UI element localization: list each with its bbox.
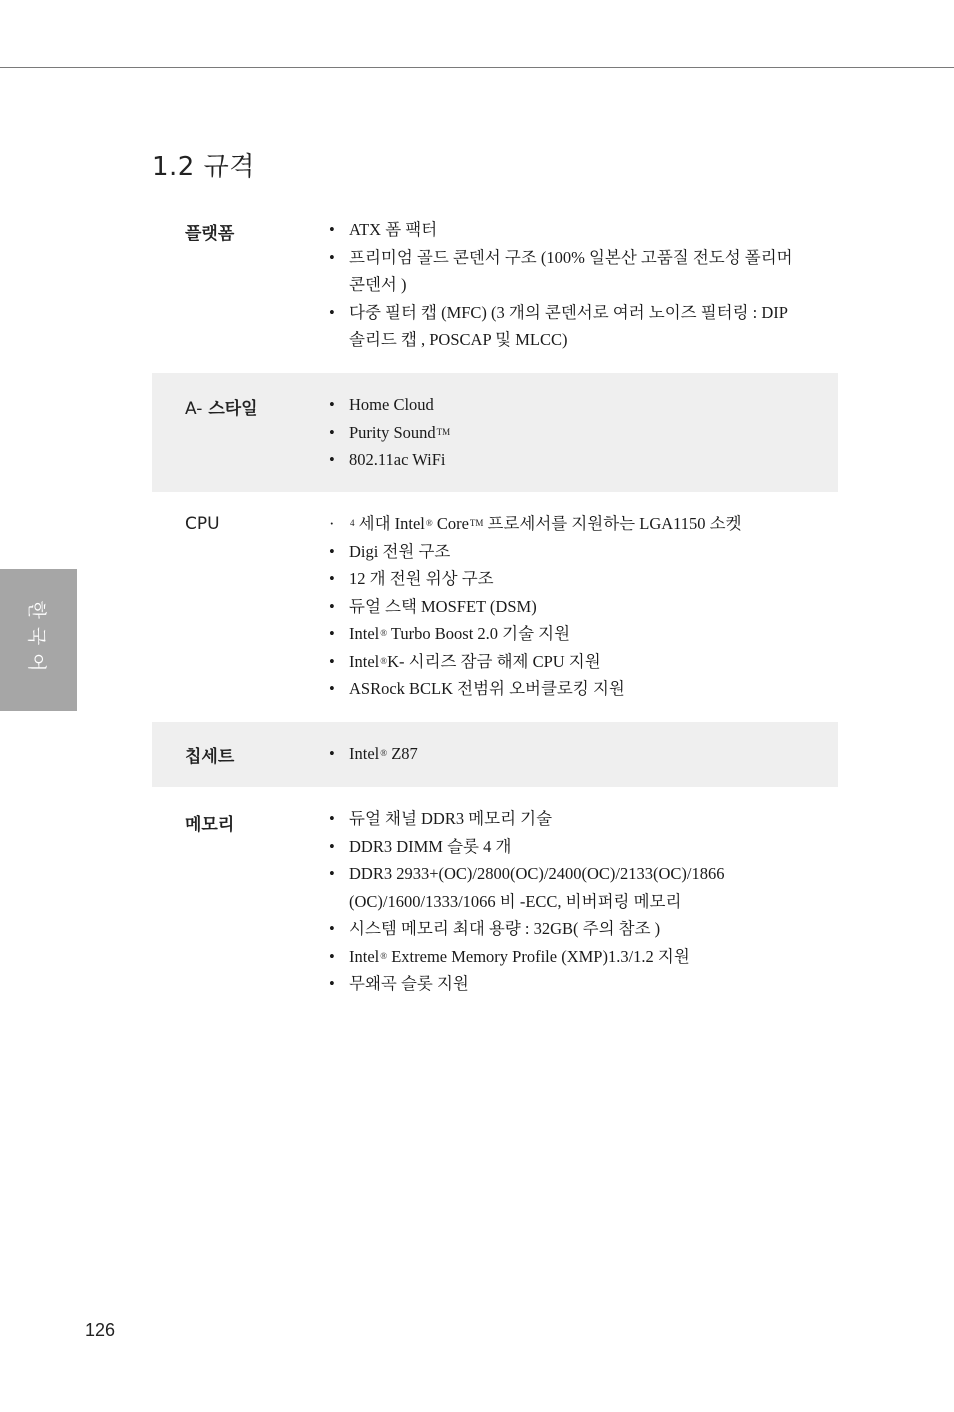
spec-row-cpu xyxy=(152,496,838,718)
spec-list-cpu xyxy=(329,510,809,703)
list-item: • Intel® Extreme Memory Profile (XMP)1.3/1.2 지원 xyxy=(329,946,690,966)
list-item: • Home Cloud xyxy=(329,395,434,414)
row-label-memory: 메모리 xyxy=(185,815,235,835)
list-item: • ATX 폼 팩터 xyxy=(329,220,438,239)
row-label-astyle: A- 스타일 xyxy=(185,399,258,419)
list-item: • 12 개 전원 위상 구조 xyxy=(329,569,494,588)
spec-row-astyle xyxy=(152,373,838,492)
list-item: • Intel® Turbo Boost 2.0 기술 지원 xyxy=(329,624,571,643)
spec-row-memory xyxy=(152,791,838,1006)
spec-list-memory xyxy=(329,805,769,998)
language-side-tab xyxy=(0,569,77,711)
spec-row-chipset xyxy=(152,722,838,787)
header-rule xyxy=(0,67,954,68)
list-item: • 802.11ac WiFi xyxy=(329,450,446,469)
list-item: • 듀얼 채널 DDR3 메모리 기술 xyxy=(329,809,553,828)
row-label-cpu: CPU xyxy=(185,514,220,534)
list-item: • DDR3 DIMM 슬롯 4 개 xyxy=(329,836,512,856)
side-tab-label: 한국어 xyxy=(25,600,48,680)
list-item: • 무왜곡 슬롯 지원 xyxy=(329,974,469,993)
list-item: • DDR3 2933+(OC)/2800(OC)/2400(OC)/2133(OC)/1866 (OC)/1600/1333/1066 비 -ECC, 비버퍼링 메모리 xyxy=(329,864,725,911)
list-item: • 다중 필터 캡 (MFC) (3 개의 콘덴서로 여러 노이즈 필터링 : DIP 솔리드 캡 , POSCAP 및 MLCC) xyxy=(329,302,788,349)
list-item: • Intel® Z87 xyxy=(329,744,418,763)
page-number: 126 xyxy=(85,1320,116,1340)
list-item: • Intel®K- 시리즈 잠금 해제 CPU 지원 xyxy=(329,651,601,671)
list-item: • 듀얼 스택 MOSFET (DSM) xyxy=(329,596,537,616)
section-title: 1.2 규격 xyxy=(152,152,255,182)
spec-list-astyle xyxy=(329,391,809,474)
spec-list-platform xyxy=(329,216,799,354)
list-item: · $^4$ 세대 Intel® Core™ 프로세서를 지원하는 LGA1150 소켓 xyxy=(329,514,742,533)
row-label-chipset: 칩세트 xyxy=(185,747,235,767)
list-item: • 시스템 메모리 최대 용량 : 32GB( 주의 참조 ) xyxy=(329,919,661,938)
list-item: • 프리미엄 골드 콘덴서 구조 (100% 일본산 고품질 전도성 폴리머 콘덴서 ) xyxy=(329,247,793,294)
row-label-platform: 플랫폼 xyxy=(185,224,235,244)
spec-row-platform xyxy=(152,205,838,365)
list-item: • Purity Sound™ xyxy=(329,422,451,442)
spec-list-chipset xyxy=(329,740,809,768)
list-item: • Digi 전원 구조 xyxy=(329,541,451,561)
list-item: • ASRock BCLK 전범위 오버클로킹 지원 xyxy=(329,679,625,698)
